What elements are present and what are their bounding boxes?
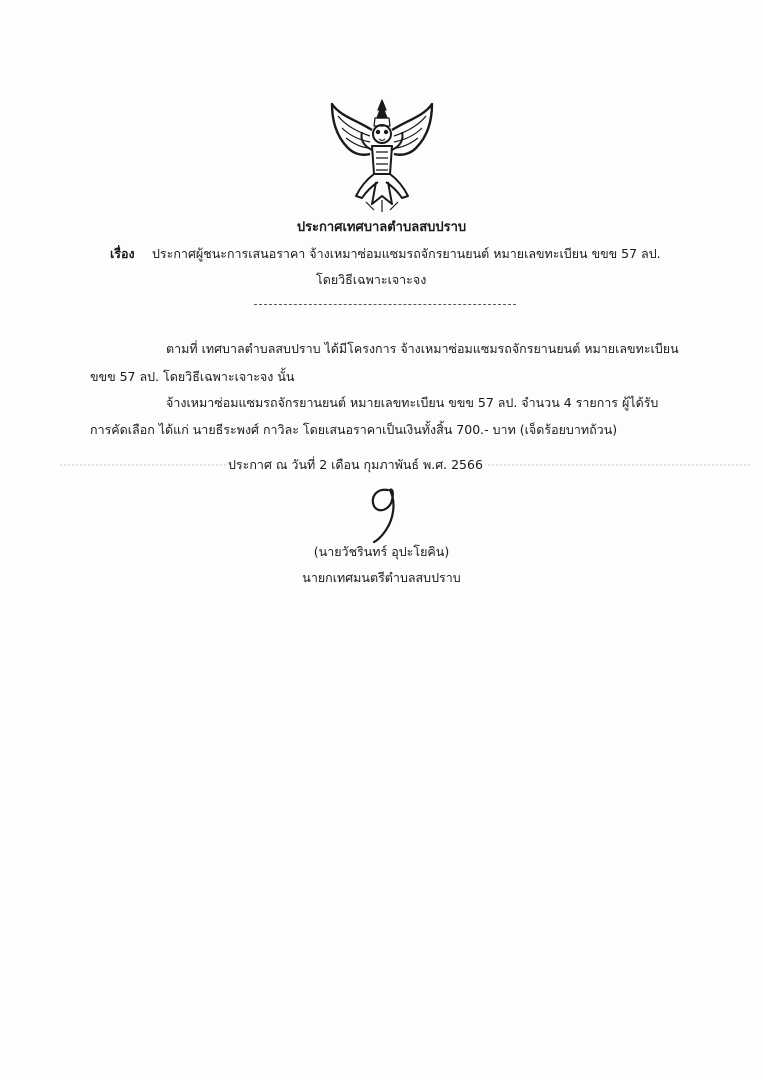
paragraph-2-line-2: การคัดเลือก ได้แก่ นายธีระพงศ์ กาวิละ โดยเสนอราคาเป็นเงินทั้งสิ้น 700.- บาท (เจ็ดร้อยบาทถ้วน) — [90, 422, 618, 437]
announcement-date: ประกาศ ณ วันที่ 2 เดือน กุมภาพันธ์ พ.ศ. 2566 — [228, 457, 483, 472]
signer-name: (นายวัชรินทร์ อุปะโยคิน) — [313, 544, 450, 559]
divider-rule — [254, 304, 516, 305]
document-title: ประกาศเทศบาลตำบลสบปราบ — [296, 220, 467, 235]
paragraph-2-line-1: จ้างเหมาซ่อมแซมรถจักรยานยนต์ หมายเลขทะเบียน ขขข 57 ลป. จำนวน 4 รายการ ผู้ได้รับ — [166, 395, 659, 410]
signature-icon — [362, 484, 406, 546]
signer-title: นายกเทศมนตรีตำบลสบปราบ — [302, 570, 461, 585]
garuda-emblem-icon — [326, 96, 438, 214]
paragraph-1-line-1: ตามที่ เทศบาลตำบลสบปราบ ได้มีโครงการ จ้างเหมาซ่อมแซมรถจักรยานยนต์ หมายเลขทะเบียน — [166, 341, 679, 356]
subject-label: เรื่อง — [110, 246, 135, 261]
subject-text: ประกาศผู้ชนะการเสนอราคา จ้างเหมาซ่อมแซมรถจักรยานยนต์ หมายเลขทะเบียน ขขข 57 ลป. — [152, 246, 661, 261]
paragraph-1-line-2: ขขข 57 ลป. โดยวิธีเฉพาะเจาะจง นั้น — [90, 369, 295, 384]
subject-method: โดยวิธีเฉพาะเจาะจง — [316, 272, 427, 287]
